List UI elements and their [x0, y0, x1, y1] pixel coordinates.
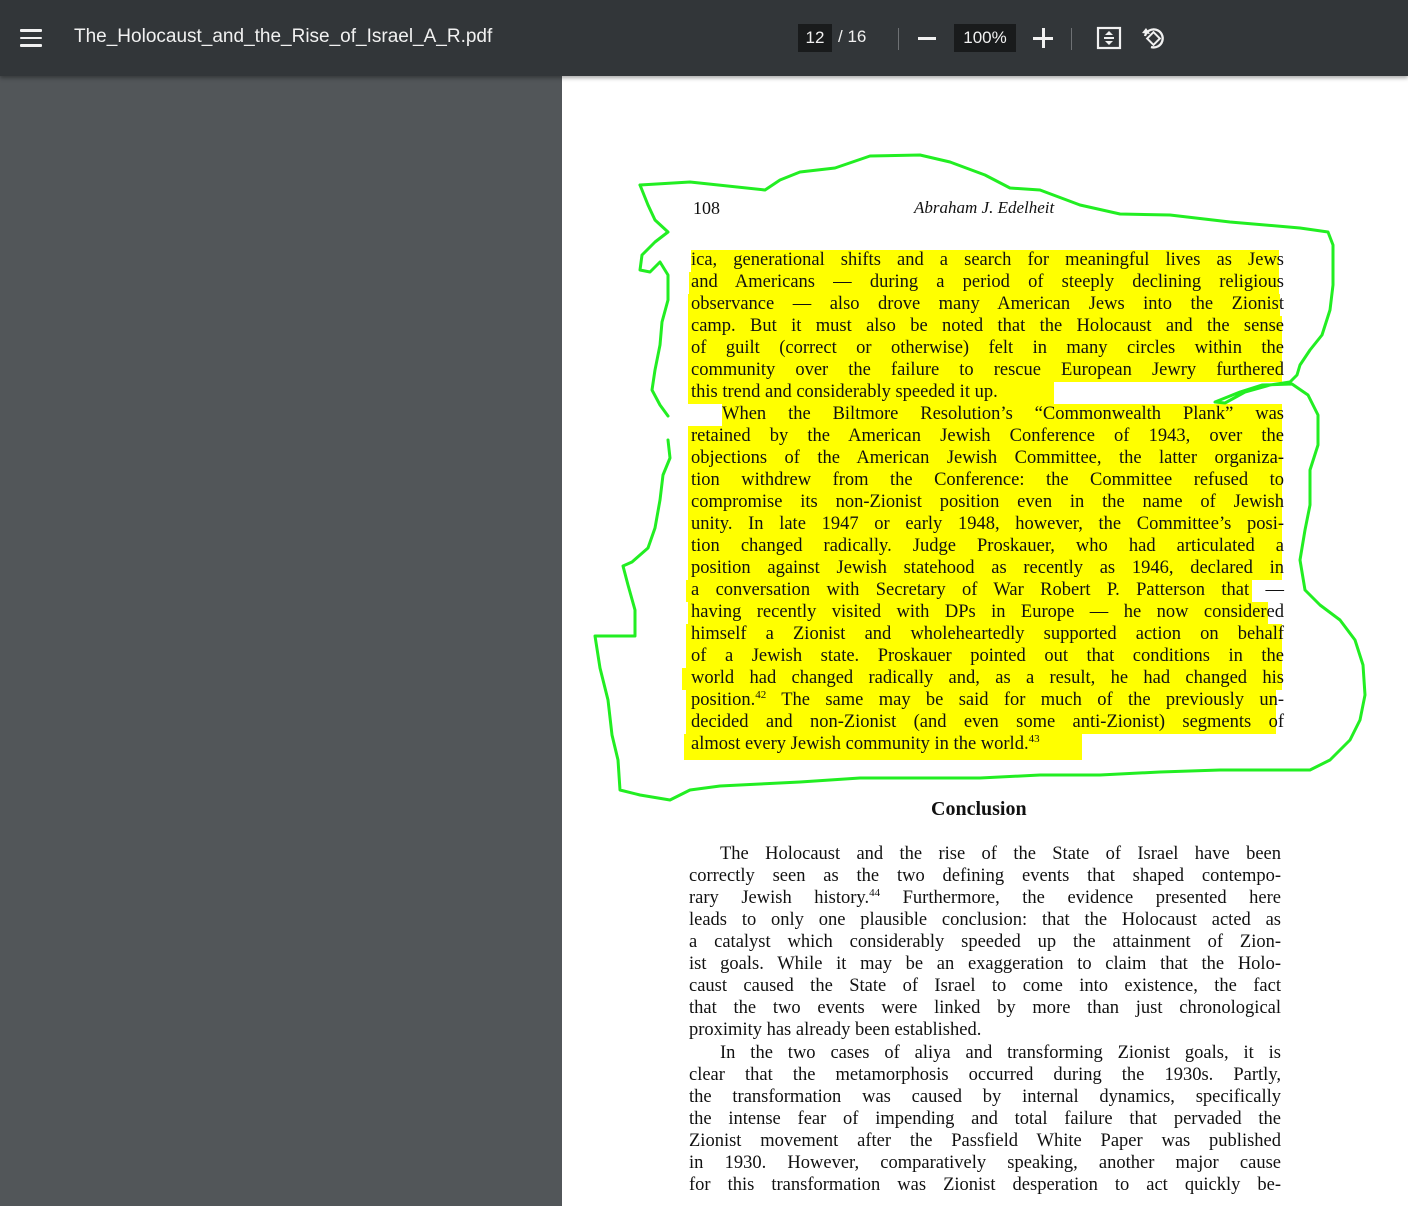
text-line: ist goals. While it may be an exaggeration to claim that the Holo- — [689, 954, 1281, 974]
zoom-in-icon[interactable] — [1033, 28, 1053, 48]
fit-page-icon[interactable] — [1096, 26, 1122, 50]
text-line: this trend and considerably speeded it up. — [691, 382, 998, 402]
text-line: tion withdrew from the Conference: the Committee refused to — [691, 470, 1284, 490]
text-line: the intense fear of impending and total failure that pervaded the — [689, 1109, 1281, 1129]
page-number: 108 — [693, 198, 720, 218]
menu-icon[interactable] — [20, 29, 42, 47]
pdf-page — [562, 76, 1408, 1206]
text-line: retained by the American Jewish Conference of 1943, over the — [691, 426, 1284, 446]
text-line: world had changed radically and, as a result, he had changed his — [691, 668, 1284, 688]
text-line: community over the failure to rescue European Jewry furthered — [691, 360, 1284, 380]
text-line: observance — also drove many American Jews into the Zionist — [691, 294, 1284, 314]
text-line: correctly seen as the two defining events that shaped contempo- — [689, 866, 1281, 886]
zoom-out-icon[interactable] — [918, 37, 936, 40]
text-line: himself a Zionist and wholeheartedly supported action on behalf — [691, 624, 1284, 644]
text-line: the transformation was caused by internal dynamics, specifically — [689, 1087, 1281, 1107]
footnote-ref[interactable]: 44 — [869, 886, 881, 899]
text-span: almost every Jewish community in the world. — [691, 734, 1029, 754]
text-line: that the two events were linked by more than just chronological — [689, 998, 1281, 1018]
text-line: proximity has already been established. — [689, 1020, 982, 1040]
toolbar-divider — [1071, 28, 1072, 50]
text-span: position. — [691, 690, 756, 710]
text-line: clear that the metamorphosis occurred during the 1930s. Partly, — [689, 1065, 1281, 1085]
text-line: for this transformation was Zionist desperation to act quickly be- — [689, 1175, 1281, 1195]
text-line: a catalyst which considerably speeded up the attainment of Zion- — [689, 932, 1281, 952]
text-line: The Holocaust and the rise of the State of Israel have been — [720, 844, 1281, 864]
text-line — [689, 887, 1281, 909]
rotate-icon[interactable] — [1139, 24, 1167, 52]
text-line: unity. In late 1947 or early 1948, however, the Committee’s posi- — [691, 514, 1284, 534]
section-heading: Conclusion — [931, 798, 1027, 820]
text-line: tion changed radically. Judge Proskauer, who had articulated a — [691, 536, 1284, 556]
text-line: position against Jewish statehood as recently as 1946, declared in — [691, 558, 1284, 578]
text-line: and Americans — during a period of steeply declining religious — [691, 272, 1284, 292]
text-line — [691, 733, 1284, 755]
zoom-level-input[interactable]: 100% — [954, 24, 1016, 52]
text-line: having recently visited with DPs in Europe — he now considered — [691, 602, 1284, 622]
text-span: The same may be said for much of the previously un- — [766, 690, 1284, 710]
document-title: The_Holocaust_and_the_Rise_of_Israel_A_R.pdf — [74, 26, 493, 47]
text-line: When the Biltmore Resolution’s “Commonwealth Plank” was — [722, 404, 1284, 424]
text-line: leads to only one plausible conclusion: that the Holocaust acted as — [689, 910, 1281, 930]
running-head: Abraham J. Edelheit — [914, 198, 1055, 217]
total-pages: / 16 — [838, 27, 867, 46]
text-span: Furthermore, the evidence presented here — [880, 888, 1281, 908]
text-line — [691, 689, 1284, 711]
text-line: camp. But it must also be noted that the Holocaust and the sense — [691, 316, 1284, 336]
text-line: of guilt (correct or otherwise) felt in many circles within the — [691, 338, 1284, 358]
text-span: rary Jewish history. — [689, 888, 870, 908]
text-line: ica, generational shifts and a search for meaningful lives as Jews — [691, 250, 1284, 270]
text-line: Zionist movement after the Passfield White Paper was published — [689, 1131, 1281, 1151]
text-line: a conversation with Secretary of War Robert P. Patterson that — — [691, 580, 1284, 600]
pdf-toolbar — [0, 0, 1408, 76]
footnote-ref[interactable]: 42 — [755, 688, 767, 701]
text-line: of a Jewish state. Proskauer pointed out that conditions in the — [691, 646, 1284, 666]
current-page-input[interactable]: 12 — [798, 24, 832, 52]
footnote-ref[interactable]: 43 — [1028, 732, 1040, 745]
text-line: caust caused the State of Israel to come into existence, the fact — [689, 976, 1281, 996]
text-line: in 1930. However, comparatively speaking, another major cause — [689, 1153, 1281, 1173]
toolbar-divider — [898, 28, 899, 50]
text-line: objections of the American Jewish Committee, the latter organiza- — [691, 448, 1284, 468]
text-line: compromise its non-Zionist position even in the name of Jewish — [691, 492, 1284, 512]
text-line: In the two cases of aliya and transforming Zionist goals, it is — [720, 1043, 1281, 1063]
text-line: decided and non-Zionist (and even some anti-Zionist) segments of — [691, 712, 1284, 732]
